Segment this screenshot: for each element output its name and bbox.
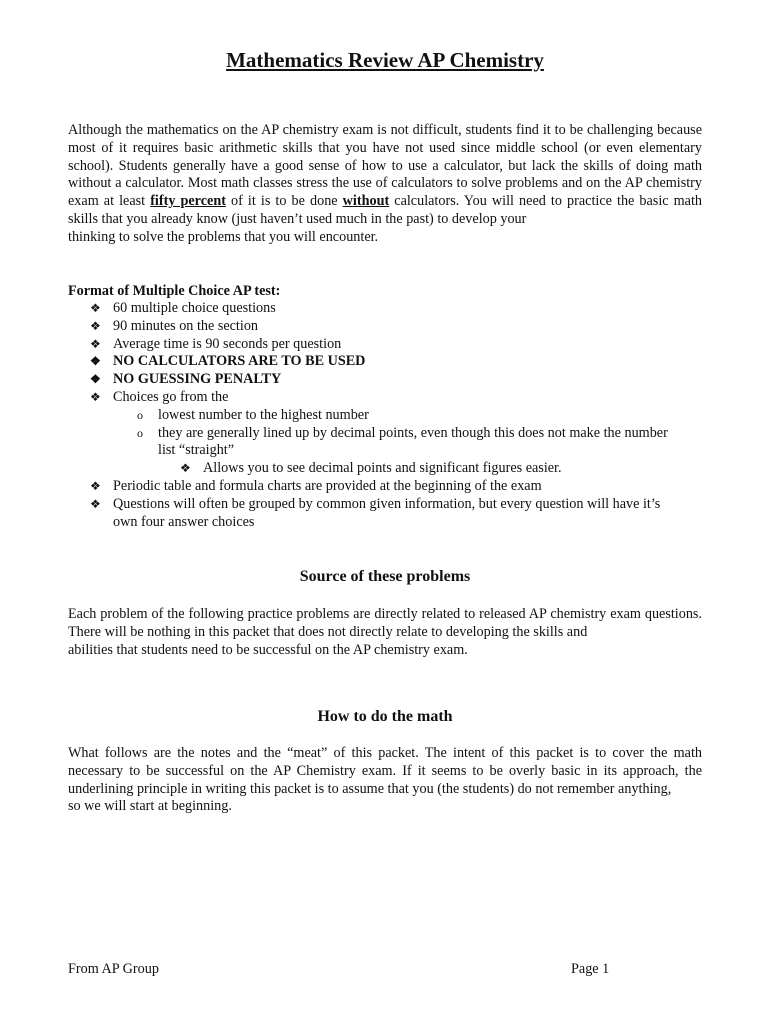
list-item-continued xyxy=(113,514,254,532)
list-item-text: Average time is 90 seconds per question xyxy=(113,335,342,352)
emphasis-without: without xyxy=(342,193,390,210)
intro-text-last: thinking to solve the problems that you will encounter. xyxy=(68,228,379,245)
list-item xyxy=(90,478,542,496)
bullet-icon: ❖ xyxy=(90,496,101,511)
circle-bullet-icon: o xyxy=(137,425,143,440)
howto-text-last: so we will start at beginning. xyxy=(68,798,232,815)
list-item xyxy=(90,371,282,389)
circle-bullet-icon: o xyxy=(137,407,143,422)
howto-paragraph xyxy=(68,745,702,816)
bullet-icon: ❖ xyxy=(90,336,101,351)
list-item-text: Questions will often be grouped by common given information, but every question will have it’s xyxy=(113,495,661,512)
bullet-icon: ❖ xyxy=(180,461,191,476)
footer-source: From AP Group xyxy=(68,961,159,977)
source-paragraph xyxy=(68,606,702,659)
list-item xyxy=(90,353,366,371)
sub-list-item xyxy=(137,424,668,443)
list-item-text: Allows you to see decimal points and significant figures easier. xyxy=(203,460,562,477)
list-item-text: own four answer choices xyxy=(113,513,255,530)
list-item-text: list “straight” xyxy=(158,442,235,459)
intro-text-1: Although the mathematics on the AP chemistry exam is not difficult, students find it to be challenging because most of it requires basic arithmetic skills that you have not used since middle school (or even elementary school). Students generally have a good sense of how to use a calculator, but lack the skills of doing math without a calculator. Most math classes stress the use of calculators to solve problems and on the AP chemistry exam at least xyxy=(68,122,702,210)
list-item xyxy=(90,389,229,407)
bullet-icon: ❖ xyxy=(90,318,101,333)
list-item-text: Choices go from the xyxy=(113,389,229,405)
source-heading: Source of these problems xyxy=(299,568,471,585)
list-item-text: NO GUESSING PENALTY xyxy=(113,371,282,388)
source-text: Each problem of the following practice problems are directly related to released AP chemistry exam questions. There will be nothing in this packet that does not directly relate to developing the skills and xyxy=(68,606,702,640)
intro-text-2: of it is to be done xyxy=(225,193,343,210)
sub-list-item xyxy=(137,406,369,425)
footer-page-number: Page 1 xyxy=(571,961,610,977)
list-item xyxy=(90,317,259,336)
bullet-icon: ❖ xyxy=(90,354,101,369)
page-title: Mathematics Review AP Chemistry xyxy=(226,48,544,72)
list-item xyxy=(90,300,276,318)
intro-paragraph xyxy=(68,122,702,247)
list-item xyxy=(90,335,342,354)
list-item-text: 60 multiple choice questions xyxy=(113,300,276,316)
list-item-text: they are generally lined up by decimal points, even though this does not make the number xyxy=(158,424,668,441)
bullet-icon: ❖ xyxy=(90,301,101,315)
bullet-icon: ❖ xyxy=(90,479,101,493)
howto-heading: How to do the math xyxy=(317,708,453,725)
sub-sub-list-item xyxy=(180,460,562,478)
sub-list-item-continued xyxy=(158,442,234,460)
list-item xyxy=(90,495,661,514)
intro-text-3: calculators. You will need to practice the basic math skills that you already know (just haven’t used much in the past) to develop your xyxy=(68,193,703,227)
format-heading: Format of Multiple Choice AP test: xyxy=(68,283,281,299)
emphasis-fifty-percent: fifty percent xyxy=(150,193,226,210)
list-item-text: NO CALCULATORS ARE TO BE USED xyxy=(113,353,366,370)
list-item-text: 90 minutes on the section xyxy=(113,317,259,334)
list-item-text: lowest number to the highest number xyxy=(158,406,369,423)
bullet-icon: ❖ xyxy=(90,390,101,404)
bullet-icon: ❖ xyxy=(90,372,101,387)
source-text-last: abilities that students need to be successful on the AP chemistry exam. xyxy=(68,641,468,658)
howto-text: What follows are the notes and the “meat” of this packet. The intent of this packet is to cover the math necessary to be successful on the AP Chemistry exam. If it seems to be overly basic in its approach, the underlining principle in writing this packet is to assume that you (the students) do not remember anything, xyxy=(68,745,702,797)
list-item-text: Periodic table and formula charts are provided at the beginning of the exam xyxy=(113,478,542,494)
